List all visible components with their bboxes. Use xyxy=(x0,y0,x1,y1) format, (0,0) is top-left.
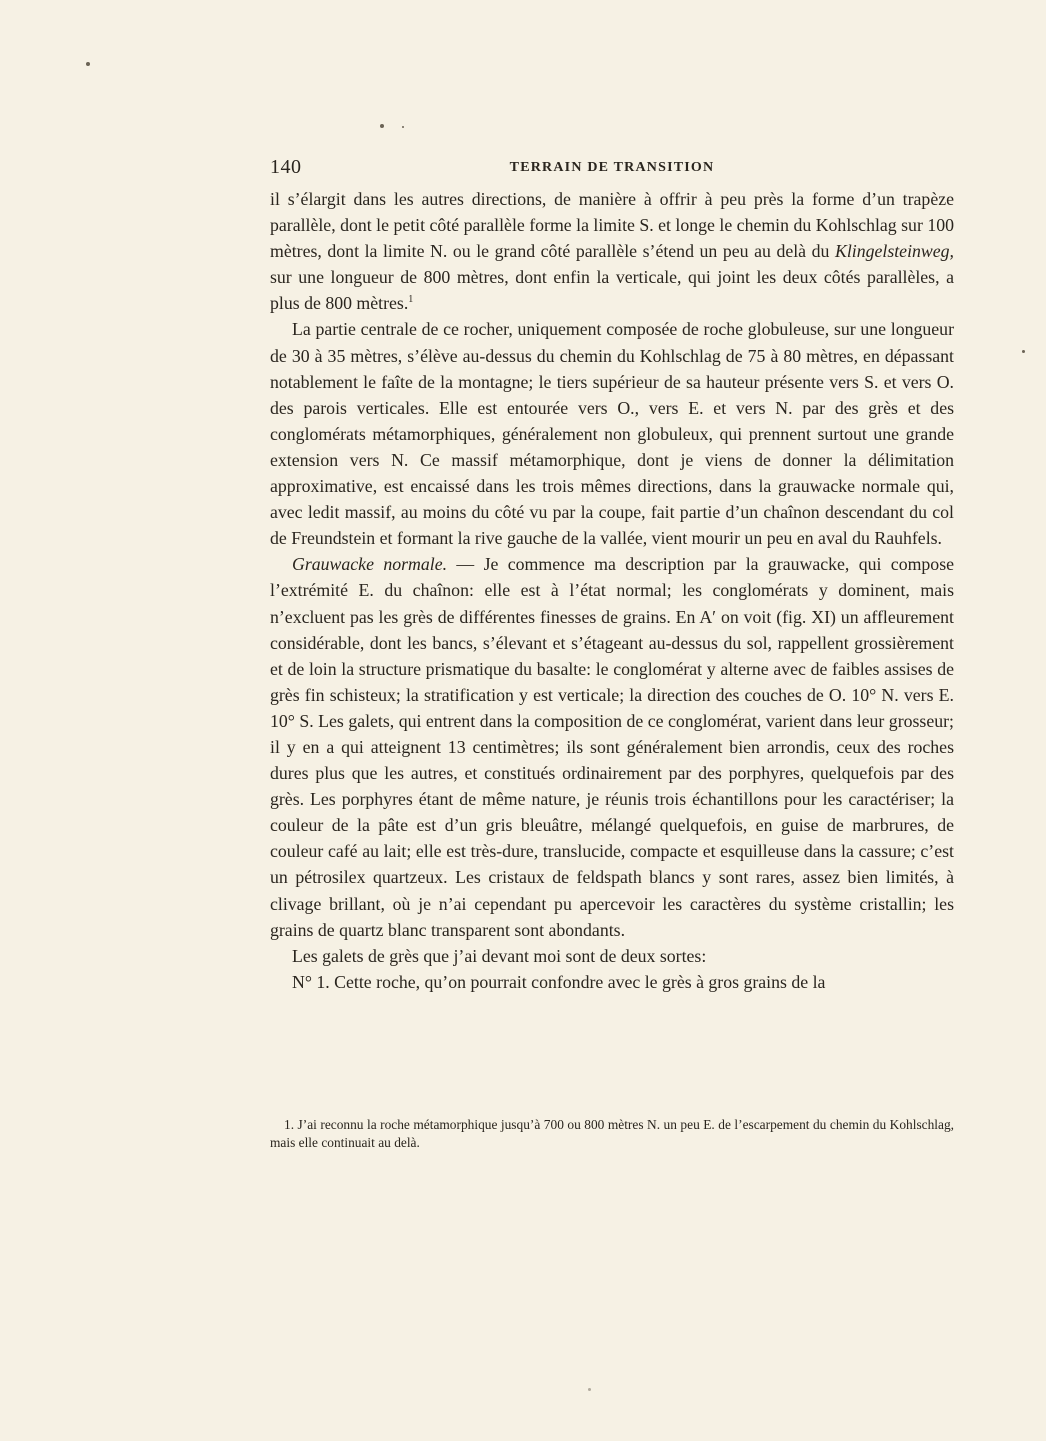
running-title: TERRAIN DE TRANSITION xyxy=(509,160,715,175)
body-text xyxy=(270,186,954,995)
paragraph xyxy=(270,316,954,551)
text-run: La partie centrale de ce rocher, uniquement composée de roche globuleuse, sur une longueur de 30 à 35 mètres, s’élève au-dessus du chemin du Kohlschlag de 75 à 80 mètres, en dépassant notablement le faîte de la montagne; le tiers supérieur de sa hauteur présente vers S. et vers O. des parois verticales. Elle est entourée vers O., vers E. et vers N. par des grès et des conglomérats métamorphiques, généralement non globuleux, qui prennent surtout une grande extension vers N. Ce massif métamorphique, dont je viens de donner la délimitation approximative, est encaissé dans les trois mêmes directions, dans la grauwacke normale qui, avec ledit massif, au moins du côté vu par la coupe, fait partie d’un chaînon descendant du col de Freundstein et formant la rive gauche de la vallée, vient mourir un peu en aval du Rauhfels. xyxy=(270,319,954,549)
paragraph xyxy=(270,551,954,942)
section-heading-italic: Grauwacke normale. xyxy=(292,554,448,575)
paper-speck xyxy=(380,124,384,128)
paper-speck xyxy=(402,126,404,128)
text-run: sur une longueur de 800 mètres, dont enfin la verticale, qui joint les deux côtés parallèles, a plus de 800 mètres. xyxy=(270,267,954,314)
paper-speck xyxy=(588,1388,591,1391)
page-number: 140 xyxy=(270,156,302,178)
paragraph xyxy=(270,186,954,316)
footnote-marker: 1 xyxy=(408,294,414,306)
page-header xyxy=(270,156,954,180)
text-run: — Je commence ma description par la grauwacke, qui compose l’extrémité E. du chaînon: elle est à l’état normal; les conglomérats y dominent, mais n’excluent pas les grès de différentes finesses de grains. En A′ on voit (fig. XI) un affleurement considérable, dont les bancs, s’élevant et s’étageant au-dessus du sol, rappellent grossièrement et de loin la structure prismatique du basalte: le conglomérat y alterne avec de faibles assises de grès fin schisteux; la stratification y est verticale; la direction des couches de O. 10° N. vers E. 10° S. Les galets, qui entrent dans la composition de ce conglomérat, varient dans leur grosseur; il y en a qui atteignent 13 centimètres; ils sont généralement bien arrondis, ceux des roches dures plus que les autres, et constitués ordinairement par des porphyres, quelquefois par des grès. Les porphyres étant de même nature, je réunis trois échantillons pour les caractériser; la couleur de la pâte est d’un gris bleuâtre, mélangé quelquefois, en guise de marbrures, de couleur café au lait; elle est très-dure, translucide, compacte et esquilleuse dans la cassure; c’est un pétrosilex quartzeux. Les cristaux de feldspath blancs y sont rares, assez bien limités, à clivage brillant, où je n’ai cependant pu apercevoir les caractères du système cristallin; les grains de quartz blanc transparent sont abondants. xyxy=(270,554,955,940)
paper-speck xyxy=(86,62,90,66)
text-run: il s’élargit dans les autres directions, de manière à offrir à peu près la forme d’un trapèze parallèle, dont le petit côté parallèle forme la limite S. et longe le chemin du Kohlschlag sur 100 mètres, dont la limite N. ou le grand côté parallèle s’étend un peu au delà du xyxy=(270,189,954,262)
text-run: Les galets de grès que j’ai devant moi sont de deux sortes: xyxy=(292,945,707,966)
paper-speck xyxy=(1022,350,1025,353)
paragraph xyxy=(270,943,954,969)
text-run: N° 1. Cette roche, qu’on pourrait confondre avec le grès à gros grains de la xyxy=(292,971,826,992)
text-run-italic: Klingelsteinweg, xyxy=(834,241,954,262)
footnote: 1. J’ai reconnu la roche métamorphique jusqu’à 700 ou 800 mètres N. un peu E. de l’escarpement du chemin du Kohlschlag, mais elle continuait au delà. xyxy=(270,1117,954,1150)
paragraph xyxy=(270,969,954,995)
